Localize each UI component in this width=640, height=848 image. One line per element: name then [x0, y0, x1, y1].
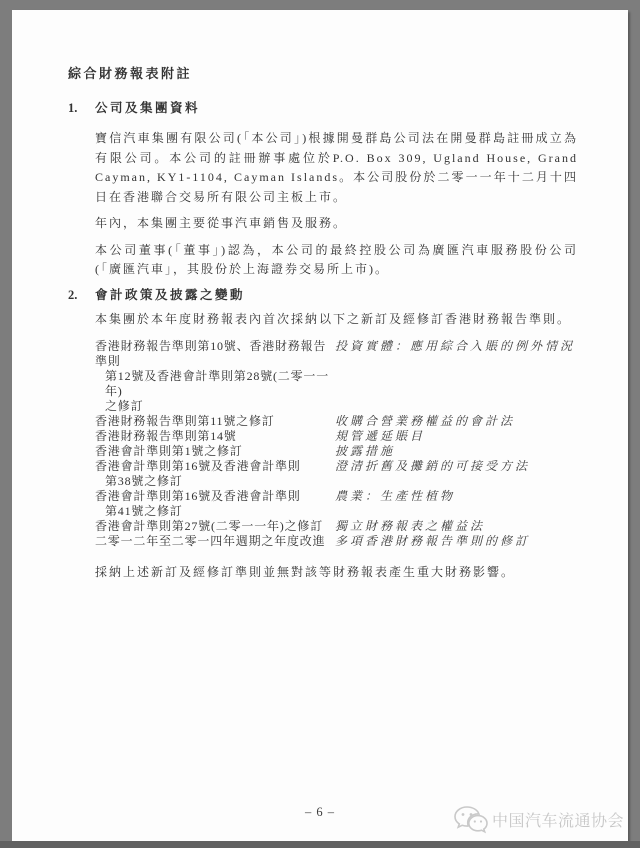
page-number: – 6 – — [305, 805, 335, 819]
standard-description: 農業：生產性植物 — [335, 489, 456, 503]
standard-name: 香港財務報告準則第10號、香港財務報告準則 第12號及香港會計準則第28號(二零一一年) 之修訂 — [95, 339, 329, 413]
standard-name: 二零一二年至二零一四年週期之年度改進 — [95, 534, 326, 548]
standards-row — [95, 519, 578, 534]
standard-description: 澄清折舊及攤銷的可接受方法 — [335, 459, 531, 473]
section-2-number: 2. — [68, 287, 78, 302]
standards-row — [95, 459, 578, 489]
section-1 — [68, 101, 578, 280]
standard-description: 獨立財務報表之權益法 — [335, 519, 486, 533]
paragraph-principal-activity: 年內，本集團主要從事汽車銷售及服務。 — [95, 216, 348, 230]
standard-name: 香港會計準則第16號及香港會計準則 第41號之修訂 — [95, 489, 301, 518]
standard-name: 香港會計準則第1號之修訂 — [95, 444, 243, 458]
section-2-body — [95, 288, 578, 583]
watermark — [453, 802, 624, 842]
standard-description: 多項香港財務報告準則的修訂 — [335, 534, 531, 548]
standard-name: 香港財務報告準則第14號 — [95, 429, 237, 443]
standard-description: 投資實體：應用綜合入賬的例外情況 — [335, 339, 576, 353]
paragraph-standards-closing: 採納上述新訂及經修訂準則並無對該等財務報表產生重大財務影響。 — [95, 565, 516, 579]
standard-description: 規管遞延賬目 — [335, 429, 426, 443]
standards-row — [95, 489, 578, 519]
standards-row — [95, 534, 578, 549]
document-title: 綜合財務報表附註 — [68, 66, 193, 81]
section-1-number: 1. — [68, 101, 78, 115]
paragraph-holding-company: 本公司董事(「董事」)認為，本公司的最終控股公司為廣匯汽車服務股份公司(「廣匯汽車」，其股份於上海證券交易所上市)。 — [95, 242, 578, 276]
standard-name: 香港會計準則第16號及香港會計準則 第38號之修訂 — [95, 459, 301, 488]
section-1-heading: 公司及集團資料 — [95, 101, 201, 115]
standards-row — [95, 414, 578, 429]
section-2 — [68, 288, 578, 583]
document-page — [12, 10, 628, 841]
standard-description: 收購合營業務權益的會計法 — [335, 414, 516, 428]
section-1-body — [95, 101, 578, 280]
standard-description: 披露措施 — [335, 444, 396, 458]
section-2-heading: 會計政策及披露之變動 — [95, 287, 246, 302]
watermark-label: 中国汽车流通协会 — [491, 813, 624, 830]
standards-row — [95, 429, 578, 444]
scan-shadow-strip — [0, 841, 640, 848]
standard-name: 香港財務報告準則第11號之修訂 — [95, 414, 275, 428]
standard-name: 香港會計準則第27號(二零一一年)之修訂 — [95, 519, 323, 533]
standards-row — [95, 339, 578, 414]
wechat-icon — [453, 804, 489, 841]
paragraph-standards-intro: 本集團於本年度財務報表內首次採納以下之新訂及經修訂香港財務報告準則。 — [95, 311, 572, 326]
page-content — [68, 66, 578, 583]
standards-row — [95, 444, 578, 459]
standards-table — [95, 339, 578, 549]
paragraph-incorporation: 寶信汽車集團有限公司(「本公司」)根據開曼群島公司法在開曼群島註冊成立為有限公司。本公司的註冊辦事處位於P.O. Box 309, Ugland House, Grand Cayman, KY1-1104, Cayman Islands。本公司股份於二零一一年十二月十四日在香港聯合交易所有限公司主板上市。 — [95, 131, 578, 204]
